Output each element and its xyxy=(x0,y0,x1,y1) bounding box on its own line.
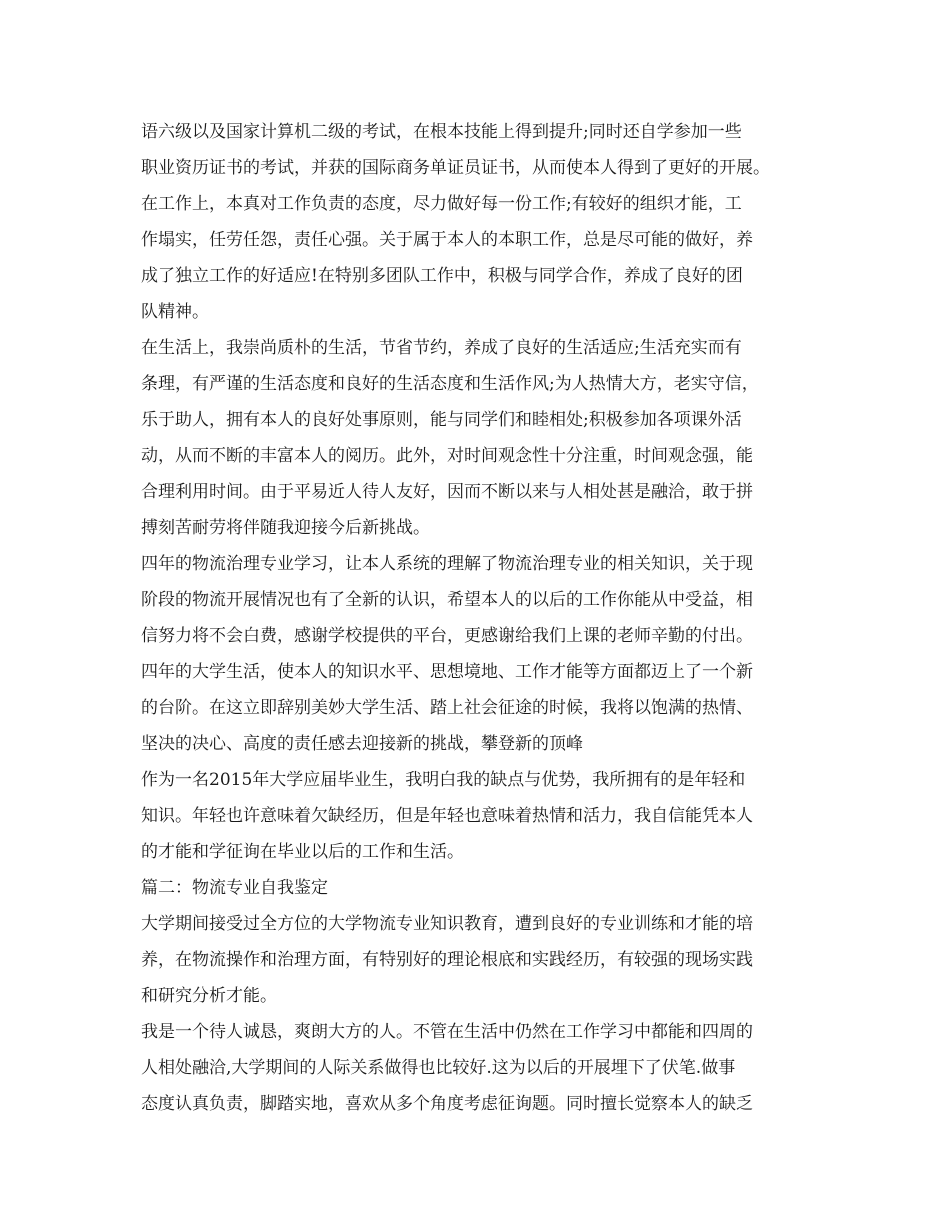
text-line: 合理利用时间。由于平易近人待人友好，因而不断以来与人相处甚是融洽，敢于拼 xyxy=(141,482,753,502)
text-line: 搏刻苦耐劳将伴随我迎接今后新挑战。 xyxy=(141,518,430,538)
text-line: 成了独立工作的好适应!在特别多团队工作中，积极与同学合作，养成了良好的团 xyxy=(141,266,743,286)
text-line: 作塌实，任劳任怨，责任心强。关于属于本人的本职工作，总是尽可能的做好，养 xyxy=(141,230,753,250)
text-line: 四年的大学生活，使本人的知识水平、思想境地、工作才能等方面都迈上了一个新 xyxy=(141,662,753,682)
text-line: 人相处融洽,大学期间的人际关系做得也比较好.这为以后的开展埋下了伏笔.做事 xyxy=(141,1058,736,1078)
text-line: 语六级以及国家计算机二级的考试，在根本技能上得到提升;同时还自学参加一些 xyxy=(141,122,742,142)
text-line: 和研究分析才能。 xyxy=(141,986,277,1006)
text-line: 信努力将不会白费，感谢学校提供的平台，更感谢给我们上课的老师辛勤的付出。 xyxy=(141,626,753,646)
text-line: 在生活上，我崇尚质朴的生活，节省节约，养成了良好的生活适应;生活充实而有 xyxy=(141,338,742,358)
text-line: 知识。年轻也许意味着欠缺经历，但是年轻也意味着热情和活力，我自信能凭本人 xyxy=(141,806,753,826)
text-line: 养，在物流操作和治理方面，有特别好的理论根底和实践经历，有较强的现场实践 xyxy=(141,950,753,970)
text-line: 阶段的物流开展情况也有了全新的认识，希望本人的以后的工作你能从中受益，相 xyxy=(141,590,753,610)
text-line: 队精神。 xyxy=(141,302,209,322)
text-line: 大学期间接受过全方位的大学物流专业知识教育，遭到良好的专业训练和才能的培 xyxy=(141,914,753,934)
text-line: 四年的物流治理专业学习，让本人系统的理解了物流治理专业的相关知识，关于现 xyxy=(141,554,753,574)
text-line: 坚决的决心、高度的责任感去迎接新的挑战，攀登新的顶峰 xyxy=(141,734,583,754)
text-line: 条理，有严谨的生活态度和良好的生活态度和生活作风;为人热情大方，老实守信， xyxy=(141,374,759,394)
text-line: 乐于助人，拥有本人的良好处事原则，能与同学们和睦相处;积极参加各项课外活 xyxy=(141,410,742,430)
text-line: 作为一名2015年大学应届毕业生，我明白我的缺点与优势，我所拥有的是年轻和 xyxy=(141,770,746,790)
text-line: 动，从而不断的丰富本人的阅历。此外，对时间观念性十分注重，时间观念强，能 xyxy=(141,446,753,466)
text-line: 的台阶。在这立即辞别美妙大学生活、踏上社会征途的时候，我将以饱满的热情、 xyxy=(141,698,753,718)
text-line: 职业资历证书的考试，并获的国际商务单证员证书，从而使本人得到了更好的开展。 xyxy=(141,158,770,178)
section-heading: 篇二：物流专业自我鉴定 xyxy=(141,878,328,898)
document-body xyxy=(141,114,813,1122)
text-line: 态度认真负责，脚踏实地，喜欢从多个角度考虑征询题。同时擅长觉察本人的缺乏 xyxy=(141,1094,753,1114)
text-line: 的才能和学征询在毕业以后的工作和生活。 xyxy=(141,842,464,862)
text-line: 在工作上，本真对工作负责的态度，尽力做好每一份工作;有较好的组织才能，工 xyxy=(141,194,742,214)
text-line: 我是一个待人诚恳，爽朗大方的人。不管在生活中仍然在工作学习中都能和四周的 xyxy=(141,1022,753,1042)
